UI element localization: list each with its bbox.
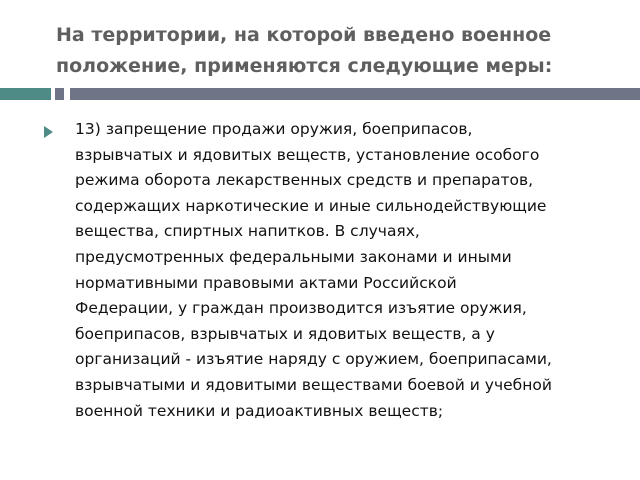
slide-title-line: положение, применяются следующие меры: xyxy=(56,55,553,77)
divider-main-bar xyxy=(70,88,640,100)
slide-title-line: На территории, на которой введено военное xyxy=(56,24,552,46)
bullet-text-line: 13) запрещение продажи оружия, боеприпасов, xyxy=(75,120,473,138)
divider-small-block xyxy=(55,88,64,100)
slide-title xyxy=(56,20,616,82)
bullet-text-line: предусмотренных федеральными законами и иными xyxy=(75,247,512,266)
bullet-text-line: военной техники и радиоактивных веществ; xyxy=(75,401,444,420)
triangle-bullet-icon xyxy=(44,126,53,138)
bullet-text-line: содержащих наркотические и иные сильнодействующие xyxy=(75,196,547,215)
bullet-text xyxy=(75,117,614,424)
bullet-text-line: взрывчатыми и ядовитыми веществами боевой и учебной xyxy=(75,375,552,394)
bullet-text-line: режима оборота лекарственных средств и препаратов, xyxy=(75,171,534,190)
bullet-text-line: вещества, спиртных напитков. В случаях, xyxy=(75,222,420,241)
bullet-text-line: нормативными правовыми актами Российской xyxy=(75,273,457,292)
bullet-item xyxy=(44,117,614,424)
bullet-text-line: взрывчатых и ядовитых веществ, установление особого xyxy=(75,145,540,164)
divider-accent-block xyxy=(0,88,51,100)
bullet-text-line: организаций - изъятие наряду с оружием, боеприпасами, xyxy=(75,350,552,369)
bullet-text-line: боеприпасов, взрывчатых и ядовитых веществ, а у xyxy=(75,324,495,343)
bullet-text-line: Федерации, у граждан производится изъятие оружия, xyxy=(75,299,527,318)
slide-content xyxy=(44,117,614,424)
